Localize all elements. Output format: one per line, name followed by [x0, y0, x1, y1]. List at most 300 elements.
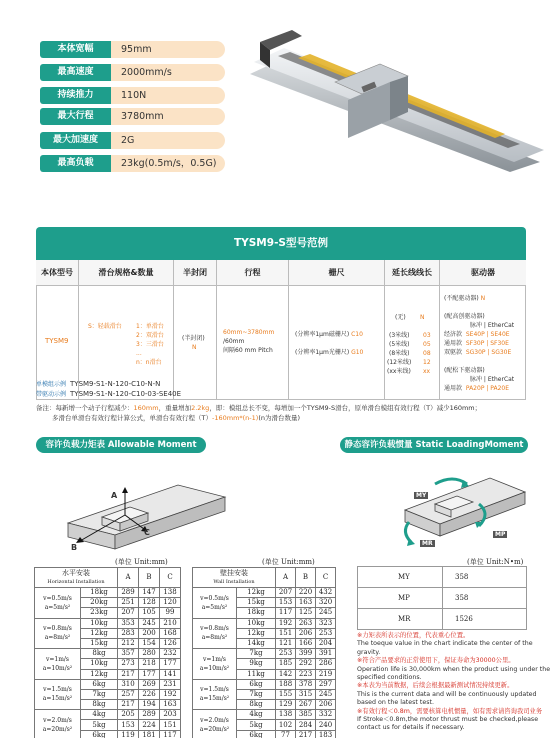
value-cell: 283	[118, 628, 139, 638]
table-row	[193, 618, 336, 628]
scale-option	[295, 348, 363, 357]
value-cell: 210	[160, 618, 181, 628]
value-cell: 217	[118, 669, 139, 679]
moment-label: MY	[358, 567, 443, 588]
load-cell: 18kg	[237, 608, 276, 618]
load-cell: 15kg	[237, 598, 276, 608]
value-cell: 77	[276, 730, 296, 738]
note-value: -160mm*(n-1)	[211, 414, 259, 422]
condition-cell	[35, 588, 81, 619]
condition-cell	[35, 679, 81, 710]
load-cell: 20kg	[81, 598, 118, 608]
value-cell: 155	[276, 689, 296, 699]
linear-module-illustration	[240, 12, 545, 172]
value-cell: 286	[316, 659, 336, 669]
spec-label: 最大加速度	[40, 132, 111, 149]
table-header-row	[193, 568, 336, 588]
value-cell: 399	[296, 649, 316, 659]
col-header: B	[139, 568, 160, 588]
accel: a=8m/s²	[201, 634, 228, 642]
table-row	[193, 588, 336, 598]
header-scale: 栅尺	[289, 260, 385, 286]
example-text: TYSM9-S1-N-120-C10-N-N	[70, 380, 161, 388]
col-header: C	[160, 568, 181, 588]
col-header: A	[276, 568, 296, 588]
value-cell: 117	[160, 730, 181, 738]
accel: a=20m/s²	[199, 726, 230, 734]
diagram-label-mp: MP	[495, 531, 506, 538]
table-row	[35, 588, 181, 598]
value-cell: 141	[160, 669, 181, 679]
condition-cell	[193, 649, 237, 680]
value-cell: 224	[139, 720, 160, 730]
value-cell: 217	[296, 730, 316, 738]
scale-1-code: C10	[351, 331, 363, 338]
diagram-label-mr: MR	[422, 540, 433, 547]
value-cell: 432	[316, 588, 336, 598]
driver-own-sub: 脉冲 | EtherCat	[470, 322, 515, 329]
unit-label: (单位 Unit:mm)	[262, 558, 315, 566]
load-cell: 11kg	[237, 669, 276, 679]
accel: a=5m/s²	[201, 603, 228, 611]
value-cell: 263	[296, 618, 316, 628]
load-cell: 6kg	[81, 679, 118, 689]
value-cell: 385	[296, 710, 316, 720]
scale-2-code: G10	[351, 349, 364, 356]
load-cell: 7kg	[237, 689, 276, 699]
cable-label: (5米线)	[389, 341, 410, 348]
value-cell: 273	[118, 659, 139, 669]
note-text: ，即：模组总长不变，每增加一个TYSM9-S滑台，原单滑台模组有效行程（T）减少160mm；	[209, 404, 482, 412]
value-cell: 194	[139, 700, 160, 710]
value-cell: 289	[139, 710, 160, 720]
remark-cn: ※有效行程＜0.8m，需要核算电机惯量，如有需求请咨询我司业务	[357, 707, 543, 715]
value-cell: 332	[316, 710, 336, 720]
load-cell: 6kg	[81, 730, 118, 738]
model-table-title: TYSM9-S型号范例	[36, 227, 526, 260]
value-cell: 142	[276, 669, 296, 679]
value-cell: 163	[296, 598, 316, 608]
unit-label: (单位 Unit:N•m)	[467, 558, 524, 566]
table-header-row	[35, 568, 181, 588]
load-cell: 8kg	[237, 700, 276, 710]
cable-label: (12米线)	[387, 359, 412, 366]
value-cell: 245	[139, 618, 160, 628]
value-cell: 292	[296, 659, 316, 669]
value-cell: 253	[316, 628, 336, 638]
load-cell: 12kg	[237, 628, 276, 638]
table-row	[193, 679, 336, 689]
header-slide: 滑台规格&数量	[79, 260, 174, 286]
value-cell: 121	[276, 638, 296, 648]
spec-value: 2000mm/s	[111, 64, 225, 81]
horizontal-header	[35, 568, 118, 588]
cable-code: 03	[423, 332, 431, 339]
driver-pana-sub: 脉冲 | EtherCat	[470, 376, 515, 383]
spec-label: 本体宽幅	[40, 41, 111, 58]
value-cell: 232	[160, 649, 181, 659]
spec-row	[40, 108, 225, 125]
value-cell: 391	[316, 649, 336, 659]
moment-value: 1526	[443, 609, 527, 630]
accel: a=15m/s²	[199, 695, 230, 703]
driver-option	[444, 339, 509, 348]
wall-load-table	[192, 567, 336, 738]
note-prefix: 备注：每新增一个动子行程减少：	[36, 404, 134, 412]
value-cell: 102	[276, 720, 296, 730]
header-en: Wall Installation	[213, 578, 255, 585]
driver-option-code: PA20P | PA20E	[465, 385, 510, 392]
cable-code: 08	[423, 350, 431, 357]
moment-diagram-mymprm	[395, 470, 530, 550]
value-cell: 207	[118, 608, 139, 618]
spec-row	[40, 87, 225, 104]
unit-label: (单位 Unit:mm)	[115, 558, 168, 566]
value-cell: 219	[316, 669, 336, 679]
note-text: ，重量增加	[158, 404, 192, 412]
spec-value: 110N	[111, 87, 225, 104]
value-cell: 192	[160, 689, 181, 699]
col-header: B	[296, 568, 316, 588]
product-image	[240, 12, 545, 172]
accel: a=10m/s²	[42, 664, 73, 672]
example-line	[36, 379, 160, 388]
value-cell: 120	[160, 598, 181, 608]
value-cell: 138	[160, 588, 181, 598]
driver-own-label: (配高创驱动器)	[444, 313, 485, 320]
table-row	[35, 618, 181, 628]
remark-en: The toeque value in the chart indicate the center of the gravity.	[357, 640, 533, 656]
cable-code: 12	[423, 359, 431, 366]
driver-option-code: SG30P | SG30E	[465, 349, 512, 356]
header-en: Horizontal Installation	[47, 578, 105, 585]
cell-cable	[385, 286, 440, 400]
value-cell: 240	[316, 720, 336, 730]
value-cell: 206	[296, 628, 316, 638]
value-cell: 280	[139, 649, 160, 659]
value-cell: 99	[160, 608, 181, 618]
table-row	[35, 649, 181, 659]
driver-option	[444, 348, 511, 357]
driver-option-code: SF30P | SF30E	[465, 340, 509, 347]
load-cell: 8kg	[81, 700, 118, 710]
value-cell: 204	[316, 638, 336, 648]
value-cell: 205	[118, 710, 139, 720]
speed: v=0.5m/s	[43, 594, 72, 602]
accel: a=10m/s²	[199, 664, 230, 672]
diagram-label-c: C	[144, 528, 150, 537]
spec-row	[40, 155, 225, 172]
value-cell: 357	[118, 649, 139, 659]
header-cable: 延长线线长	[385, 260, 440, 286]
value-cell: 320	[316, 598, 336, 608]
cable-label: (8米线)	[389, 350, 410, 357]
load-cell: 18kg	[81, 588, 118, 598]
speed: v=1.5m/s	[200, 686, 229, 694]
cable-code: 05	[423, 341, 431, 348]
value-cell: 220	[296, 588, 316, 598]
load-cell: 12kg	[81, 669, 118, 679]
value-cell: 119	[118, 730, 139, 738]
example-text: TYSM9-S1-N-120-C10-03-SE40E	[70, 390, 182, 398]
accel: a=15m/s²	[42, 695, 73, 703]
speed: v=0.5m/s	[200, 594, 229, 602]
value-cell: 126	[160, 638, 181, 648]
load-cell: 23kg	[81, 608, 118, 618]
cell-semi	[174, 286, 217, 400]
value-cell: 166	[296, 638, 316, 648]
spec-value: 2G	[111, 132, 225, 149]
value-cell: 218	[139, 659, 160, 669]
value-cell: 185	[276, 659, 296, 669]
semi-label: (半封闭)	[182, 335, 205, 342]
model-name: TYSM9	[45, 337, 69, 345]
header-stroke: 行程	[217, 260, 289, 286]
moment-value: 358	[443, 567, 527, 588]
table-row	[35, 710, 181, 720]
value-cell: 151	[276, 628, 296, 638]
driver-pana-label: (配松下驱动器)	[444, 367, 485, 374]
scale-1-label: (分辨率1μm磁栅尺)	[295, 331, 350, 338]
value-cell: 378	[296, 679, 316, 689]
load-cell: 9kg	[237, 659, 276, 669]
load-cell: 8kg	[81, 649, 118, 659]
accel: a=20m/s²	[42, 726, 73, 734]
semi-code: N	[192, 344, 197, 351]
load-cell: 10kg	[81, 618, 118, 628]
note-value: 2.2kg	[191, 404, 210, 412]
value-cell: 297	[316, 679, 336, 689]
stroke-pitch: 间隔60 mm Pitch	[223, 347, 273, 354]
value-cell: 269	[139, 679, 160, 689]
header-cn: 壁挂安装	[220, 568, 248, 577]
condition-cell	[35, 618, 81, 649]
load-cell: 10kg	[81, 659, 118, 669]
value-cell: 168	[160, 628, 181, 638]
col-header: A	[118, 568, 139, 588]
value-cell: 117	[276, 608, 296, 618]
wall-header	[193, 568, 276, 588]
value-cell: 226	[139, 689, 160, 699]
value-cell: 153	[118, 720, 139, 730]
value-cell: 200	[139, 628, 160, 638]
value-cell: 223	[296, 669, 316, 679]
cable-label: (3米线)	[389, 332, 410, 339]
slide-option: 3：三滑台	[136, 341, 164, 348]
condition-cell	[193, 710, 237, 738]
diagram-label-b: B	[71, 543, 78, 552]
stroke-per: /60mm	[223, 338, 245, 345]
value-cell: 188	[276, 679, 296, 689]
value-cell: 267	[296, 700, 316, 710]
remark-en: Operation life is 30,000km when the product using under the specified conditions.	[357, 665, 551, 682]
diagram-label-my: MY	[416, 492, 427, 499]
load-cell: 4kg	[81, 710, 118, 720]
condition-cell	[193, 618, 237, 649]
driver-option-label: 经济款	[444, 331, 463, 338]
value-cell: 257	[118, 689, 139, 699]
accel: a=5m/s²	[44, 603, 71, 611]
note-tail: (n为滑台数量)	[258, 414, 301, 422]
scale-option	[295, 330, 363, 339]
value-cell: 310	[118, 679, 139, 689]
value-cell: 289	[118, 588, 139, 598]
header-model: 本体型号	[36, 260, 79, 286]
moment-label: MP	[358, 588, 443, 609]
static-moment-table	[357, 566, 527, 630]
spec-row	[40, 64, 225, 81]
note-value: 160mm	[133, 404, 159, 412]
moment-value: 358	[443, 588, 527, 609]
spec-row	[40, 132, 225, 149]
driver-option	[444, 330, 510, 339]
scale-2-label: (分辨率1μm光栅尺)	[295, 349, 350, 356]
accel: a=8m/s²	[44, 634, 71, 642]
speed: v=0.8m/s	[200, 625, 229, 633]
value-cell: 138	[276, 710, 296, 720]
table-row	[193, 649, 336, 659]
spec-row	[40, 41, 225, 58]
cell-scale	[289, 286, 385, 400]
value-cell: 251	[118, 598, 139, 608]
slide-option: ...	[136, 350, 142, 357]
table-row	[35, 679, 181, 689]
slide-prefix: S：轻载滑台	[88, 323, 122, 330]
value-cell: 253	[276, 649, 296, 659]
cell-driver	[440, 286, 526, 400]
load-cell: 7kg	[81, 689, 118, 699]
spec-label: 持续推力	[40, 87, 111, 104]
load-cell: 15kg	[81, 638, 118, 648]
spec-value: 95mm	[111, 41, 225, 58]
value-cell: 245	[316, 689, 336, 699]
load-cell: 5kg	[81, 720, 118, 730]
moment-diagram-abc	[60, 483, 235, 555]
value-cell: 129	[276, 700, 296, 710]
remark-en: This is the current data and will be continuously updated based on the latest test.	[357, 690, 537, 707]
cable-label: (无)	[395, 314, 406, 321]
stroke-note	[36, 403, 556, 423]
value-cell: 105	[139, 608, 160, 618]
load-cell: 12kg	[237, 588, 276, 598]
spec-value: 3780mm	[111, 108, 225, 125]
load-cell: 12kg	[81, 628, 118, 638]
table-row	[358, 588, 527, 609]
driver-option-code: SE40P | SE40E	[465, 331, 510, 338]
driver-option-label: 双驱款	[444, 349, 463, 356]
remark-cn: ※本表为当前数据，后续会根据最新测试情况持续更新。	[357, 682, 514, 690]
condition-cell	[35, 710, 81, 738]
speed: v=2.0m/s	[200, 717, 229, 725]
value-cell: 245	[316, 608, 336, 618]
stroke-range: 60mm~3780mm	[223, 329, 275, 336]
driver-option	[444, 384, 509, 393]
value-cell: 128	[139, 598, 160, 608]
slide-option: n：n滑台	[136, 359, 162, 366]
value-cell: 315	[296, 689, 316, 699]
spec-value: 23kg(0.5m/s，0.5G)	[111, 155, 225, 172]
remark-cn: ※符合产品要求的正常使用下，保证寿命为30000公里。	[357, 657, 515, 665]
value-cell: 183	[316, 730, 336, 738]
speed: v=0.8m/s	[43, 625, 72, 633]
driver-option-label: 通用款	[444, 385, 463, 392]
value-cell: 154	[139, 638, 160, 648]
speed: v=1m/s	[45, 655, 70, 663]
moment-label: MR	[358, 609, 443, 630]
condition-cell	[193, 588, 237, 619]
spec-label: 最高速度	[40, 64, 111, 81]
value-cell: 147	[139, 588, 160, 598]
load-cell: 4kg	[237, 710, 276, 720]
static-moment-title: 静态容许负载惯量 Static LoadingMoment	[340, 437, 528, 453]
load-cell: 5kg	[237, 720, 276, 730]
load-cell: 7kg	[237, 649, 276, 659]
remark-en: If Stroke＜0.8m,the motor thrust must be checked,please contact us for details if necessary.	[357, 716, 539, 732]
condition-cell	[193, 679, 237, 710]
driver-none-label: (不配驱动器)	[444, 295, 479, 302]
value-cell: 217	[118, 700, 139, 710]
speed: v=1.5m/s	[43, 686, 72, 694]
note-line2: 多滑台单滑台有效行程计算公式，单滑台有效行程（T）	[52, 414, 212, 422]
value-cell: 284	[296, 720, 316, 730]
allowable-moment-title: 容许负载力矩表 Allowable Moment	[36, 437, 206, 453]
header-driver: 驱动器	[440, 260, 526, 286]
speed: v=1m/s	[202, 655, 227, 663]
value-cell: 192	[276, 618, 296, 628]
spec-label: 最大行程	[40, 108, 111, 125]
header-cn: 水平安装	[62, 568, 90, 577]
spec-label: 最高负载	[40, 155, 111, 172]
value-cell: 231	[160, 679, 181, 689]
load-cell: 6kg	[237, 679, 276, 689]
cell-stroke	[217, 286, 289, 400]
value-cell: 353	[118, 618, 139, 628]
driver-option-label: 通用款	[444, 340, 463, 347]
load-cell: 14kg	[237, 638, 276, 648]
driver-none-code: N	[480, 295, 486, 302]
example-line	[36, 389, 181, 398]
load-cell: 10kg	[237, 618, 276, 628]
value-cell: 203	[160, 710, 181, 720]
value-cell: 207	[276, 588, 296, 598]
table-row	[358, 609, 527, 630]
value-cell: 125	[296, 608, 316, 618]
table-row	[193, 710, 336, 720]
value-cell: 323	[316, 618, 336, 628]
remark-cn: ※力矩表所表示的位置，代表重心位置。	[357, 632, 470, 639]
value-cell: 212	[118, 638, 139, 648]
value-cell: 153	[276, 598, 296, 608]
col-header: C	[316, 568, 336, 588]
value-cell: 177	[160, 659, 181, 669]
value-cell: 206	[316, 700, 336, 710]
value-cell: 163	[160, 700, 181, 710]
horizontal-load-table	[34, 567, 181, 738]
slide-option: 1：单滑台	[136, 323, 164, 330]
example-badge: 带驱动示例	[36, 391, 67, 398]
value-cell: 177	[139, 669, 160, 679]
cable-code: xx	[423, 368, 431, 375]
example-badge: 单模组示例	[36, 381, 67, 388]
remarks	[357, 632, 557, 733]
cable-label: (xx米线)	[387, 368, 411, 375]
cable-code: N	[420, 314, 425, 321]
value-cell: 151	[160, 720, 181, 730]
speed: v=2.0m/s	[43, 717, 72, 725]
driver-none	[444, 294, 485, 303]
diagram-label-a: A	[111, 491, 118, 500]
header-semi: 半封闭	[174, 260, 217, 286]
